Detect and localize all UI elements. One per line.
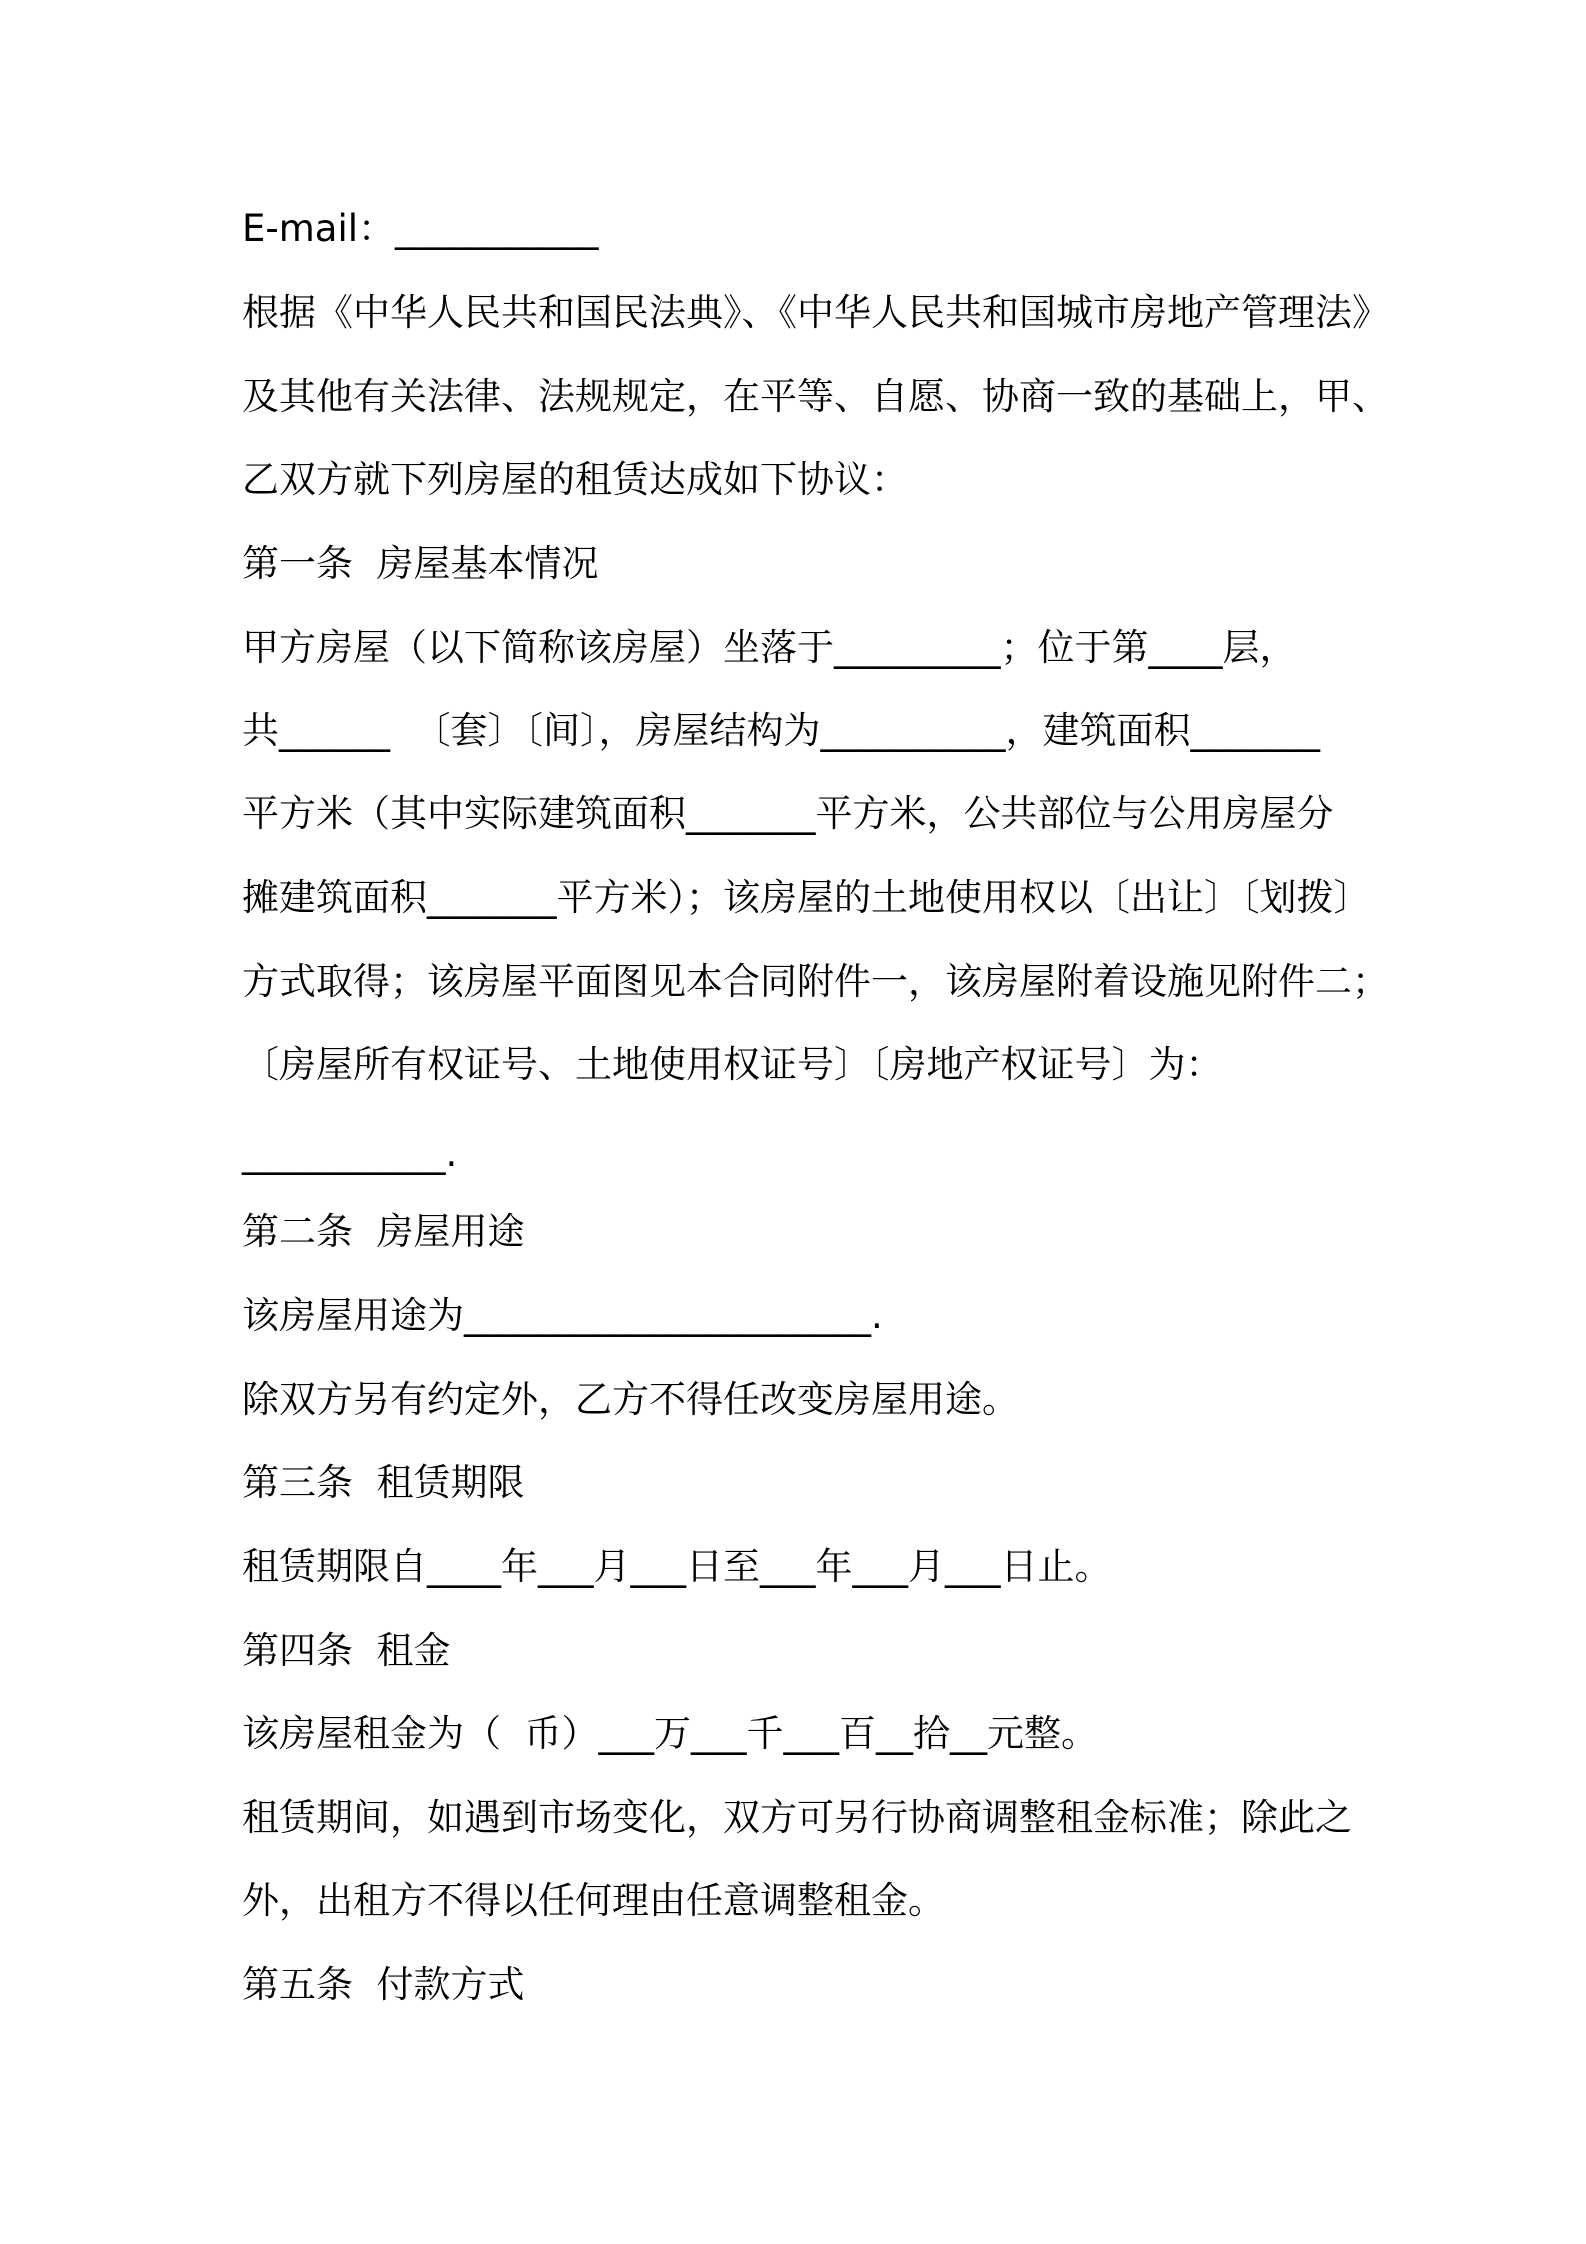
paragraph-line: 及其他有关法律、法规规定，在平等、自愿、协商一致的基础上，甲、 [242, 375, 1389, 418]
email-line: E-mail：___________ [242, 207, 599, 250]
paragraph-line: 乙双方就下列房屋的租赁达成如下协议： [242, 458, 908, 501]
paragraph-line: 该房屋租金为（ 币）___万___千___百__拾__元整。 [242, 1712, 1099, 1755]
paragraph-line: 平方米（其中实际建筑面积_______平方米，公共部位与公用房屋分 [242, 792, 1334, 835]
article-5-heading: 第五条 付款方式 [242, 1963, 525, 2006]
article-1-heading: 第一条 房屋基本情况 [242, 542, 599, 585]
paragraph-line: 摊建筑面积_______平方米）；该房屋的土地使用权以〔出让〕〔划拨〕 [242, 876, 1371, 919]
paragraph-line: 租赁期间，如遇到市场变化，双方可另行协商调整租金标准；除此之 [242, 1796, 1352, 1839]
paragraph-line: 租赁期限自____年___月___日至___年___月___日止。 [242, 1545, 1112, 1588]
article-2-heading: 第二条 房屋用途 [242, 1210, 525, 1253]
paragraph-line: 共______ 〔套〕〔间〕，房屋结构为__________，建筑面积_______ [242, 709, 1321, 752]
paragraph-line: 该房屋用途为______________________. [242, 1294, 883, 1337]
article-4-heading: 第四条 租金 [242, 1629, 451, 1672]
paragraph-line: 方式取得；该房屋平面图见本合同附件一，该房屋附着设施见附件二； [242, 960, 1389, 1003]
paragraph-line: 〔房屋所有权证号、土地使用权证号〕〔房地产权证号〕为： [242, 1043, 1223, 1086]
paragraph-line: 外，出租方不得以任何理由任意调整租金。 [242, 1879, 945, 1922]
paragraph-line: 根据《中华人民共和国民法典》、《中华人民共和国城市房地产管理法》 [242, 291, 1389, 334]
article-3-heading: 第三条 租赁期限 [242, 1461, 525, 1504]
certificate-blank: ___________. [242, 1132, 458, 1175]
paragraph-line: 除双方另有约定外，乙方不得任改变房屋用途。 [242, 1378, 1019, 1421]
paragraph-line: 甲方房屋（以下简称该房屋）坐落于_________；位于第____层， [242, 626, 1297, 669]
